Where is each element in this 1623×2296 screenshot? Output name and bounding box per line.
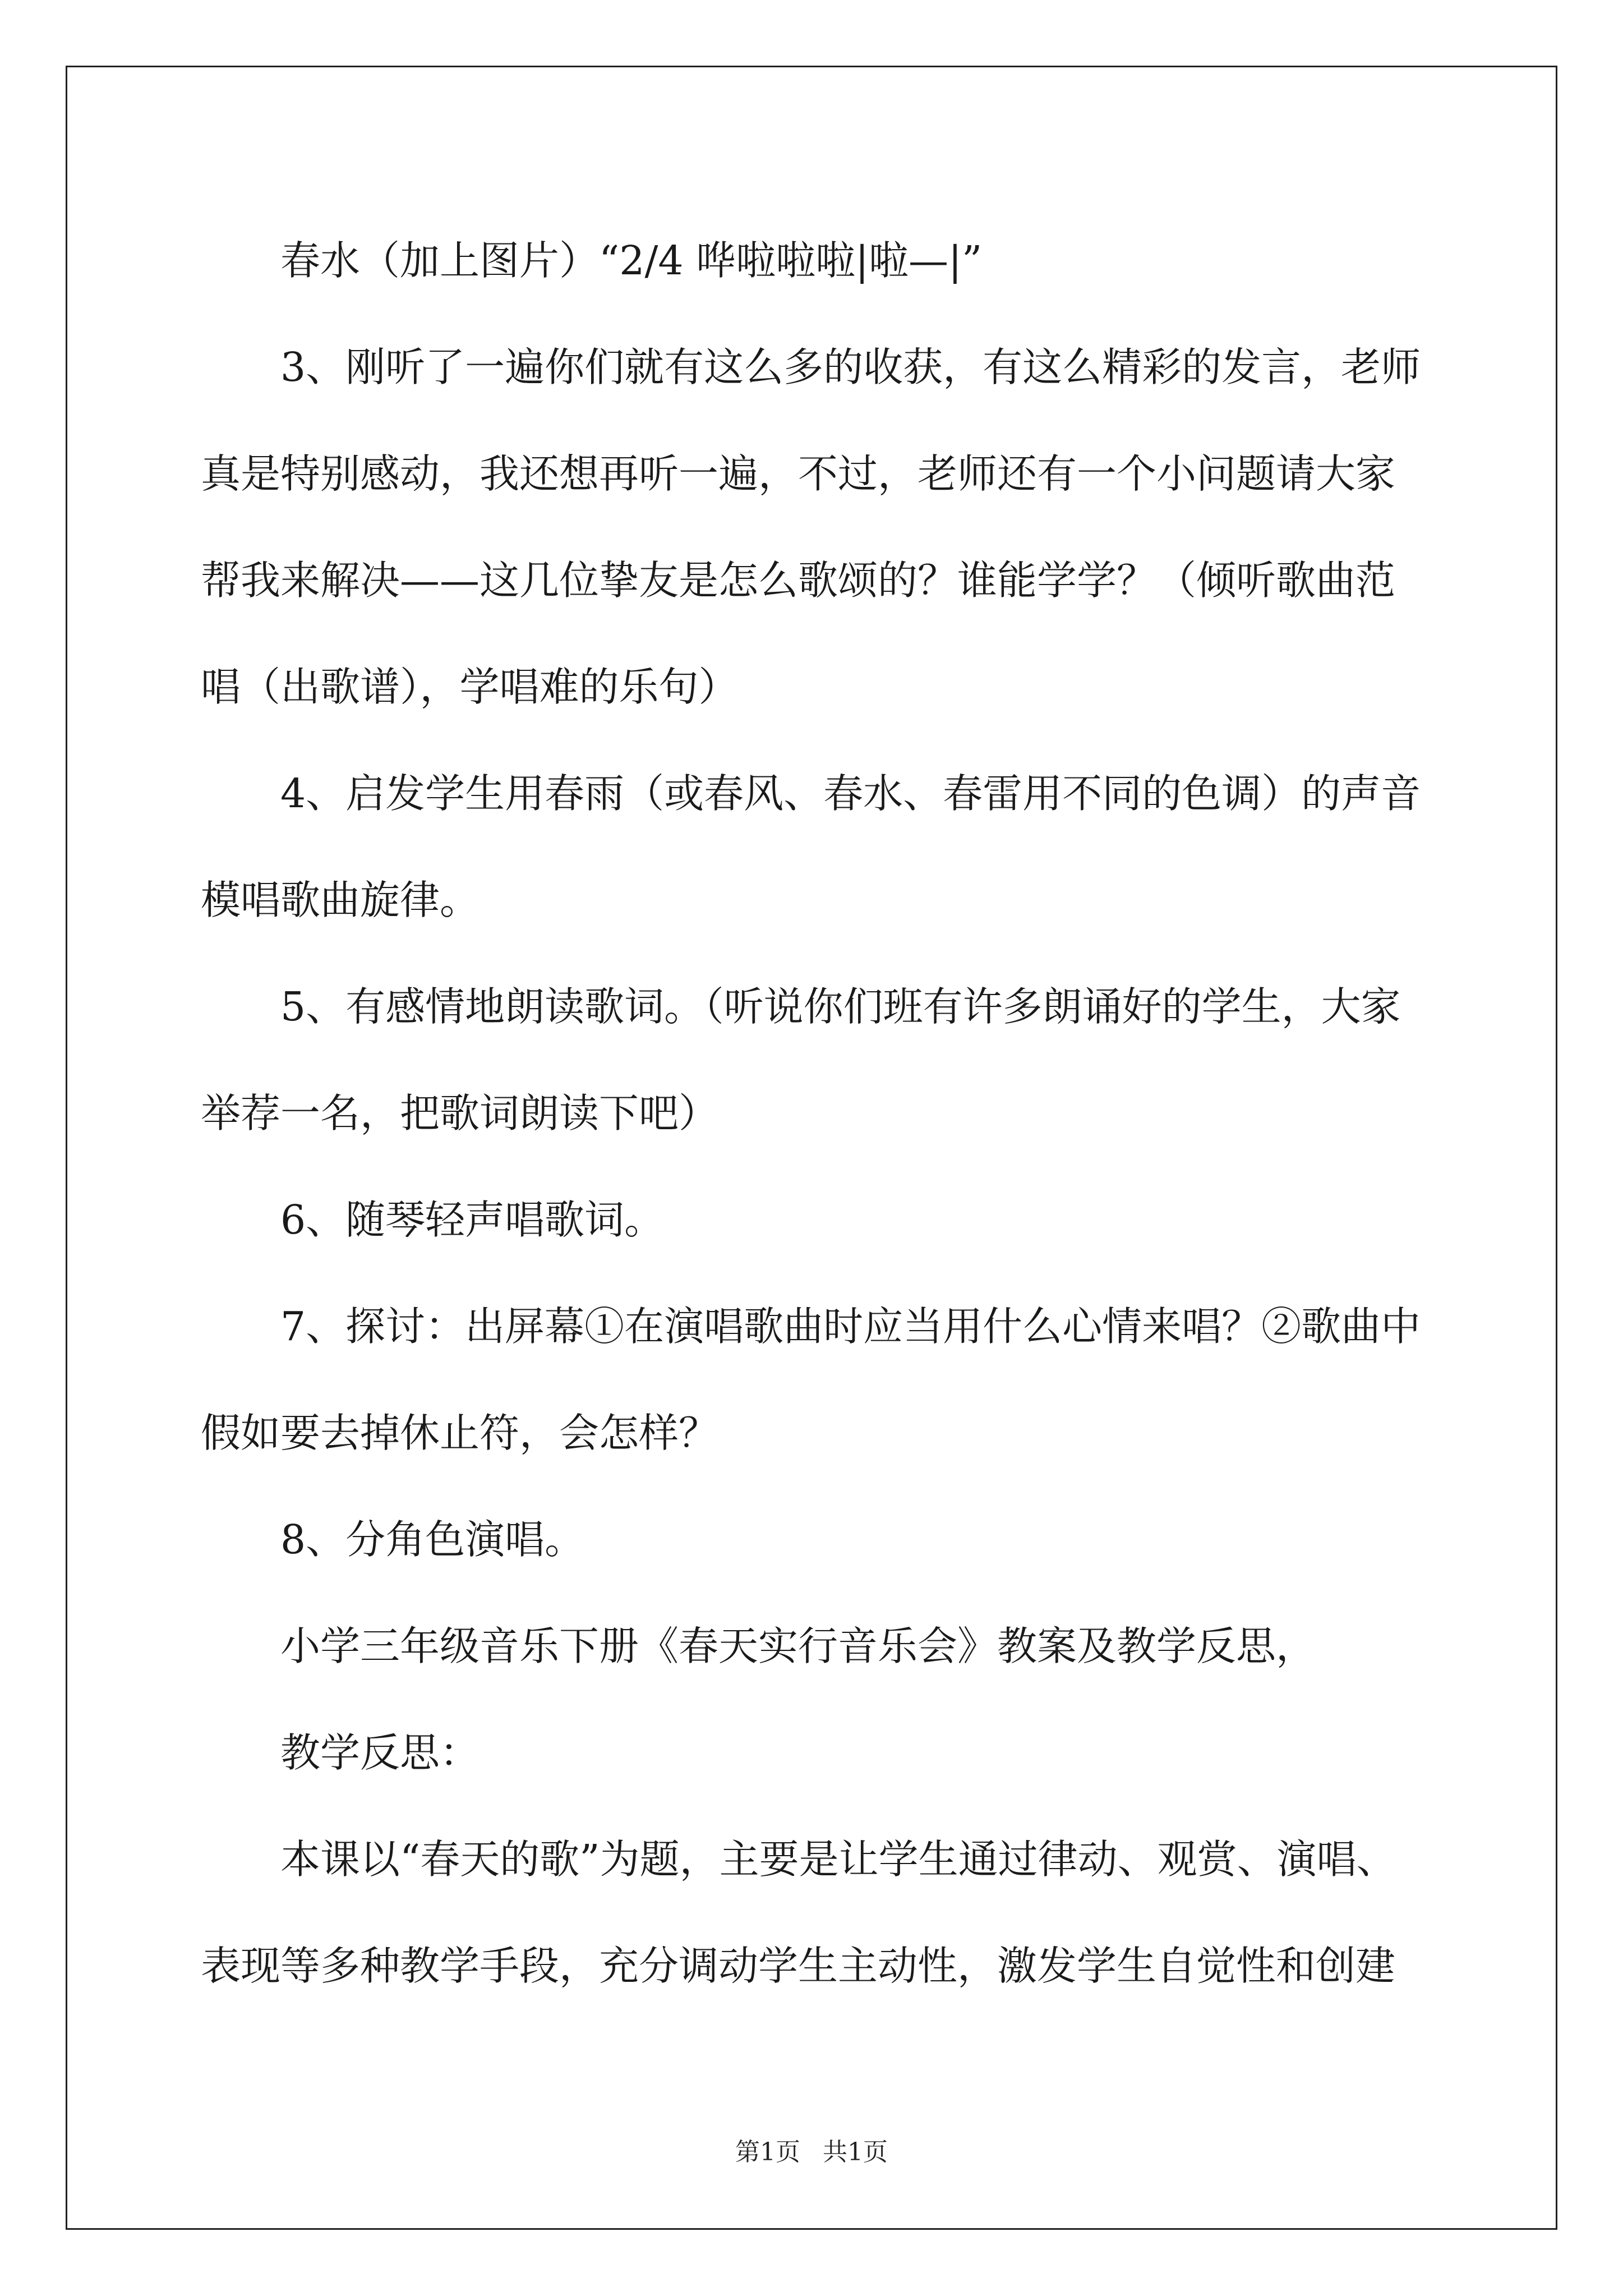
paragraph-line: 6、随琴轻声唱歌词。 xyxy=(280,1197,665,1243)
page-total: 共1页 xyxy=(823,2138,888,2166)
paragraph-line: 3、刚听了一遍你们就有这么多的收获，有这么精彩的发言，老师 xyxy=(280,344,1421,390)
paragraph-line: 5、有感情地朗读歌词。（听说你们班有许多朗诵好的学生，大家 xyxy=(280,983,1401,1030)
paragraph-line: 教学反思： xyxy=(280,1729,480,1776)
page-number: 第1页 xyxy=(735,2138,800,2166)
paragraph-line: 模唱歌曲旋律。 xyxy=(201,877,480,923)
paragraph-line: 本课以“春天的歌”为题，主要是让学生通过律动、观赏、演唱、 xyxy=(280,1836,1396,1883)
paragraph-line: 春水（加上图片）“2/4 哗啦啦啦|啦—|” xyxy=(280,237,983,284)
paragraph-line: 唱（出歌谱），学唱难的乐句） xyxy=(201,664,739,710)
paragraph-line: 表现等多种教学手段，充分调动学生主动性，激发学生自觉性和创建 xyxy=(201,1943,1396,1989)
paragraph-line: 假如要去掉休止符，会怎样？ xyxy=(201,1410,719,1456)
page-footer xyxy=(0,2132,1623,2168)
paragraph-line: 7、探讨：出屏幕①在演唱歌曲时应当用什么心情来唱？②歌曲中 xyxy=(280,1303,1421,1350)
paragraph-line: 8、分角色演唱。 xyxy=(280,1516,585,1563)
paragraph-line: 帮我来解决——这几位挚友是怎么歌颂的？谁能学学？（倾听歌曲范 xyxy=(201,557,1396,604)
document-body xyxy=(201,208,1435,2019)
paragraph-line: 小学三年级音乐下册《春天实行音乐会》教案及教学反思， xyxy=(280,1623,1316,1669)
paragraph-line: 4、启发学生用春雨（或春风、春水、春雷用不同的色调）的声音 xyxy=(280,770,1421,817)
paragraph-line: 真是特别感动，我还想再听一遍，不过，老师还有一个小问题请大家 xyxy=(201,450,1396,497)
paragraph-line: 举荐一名，把歌词朗读下吧） xyxy=(201,1090,719,1137)
